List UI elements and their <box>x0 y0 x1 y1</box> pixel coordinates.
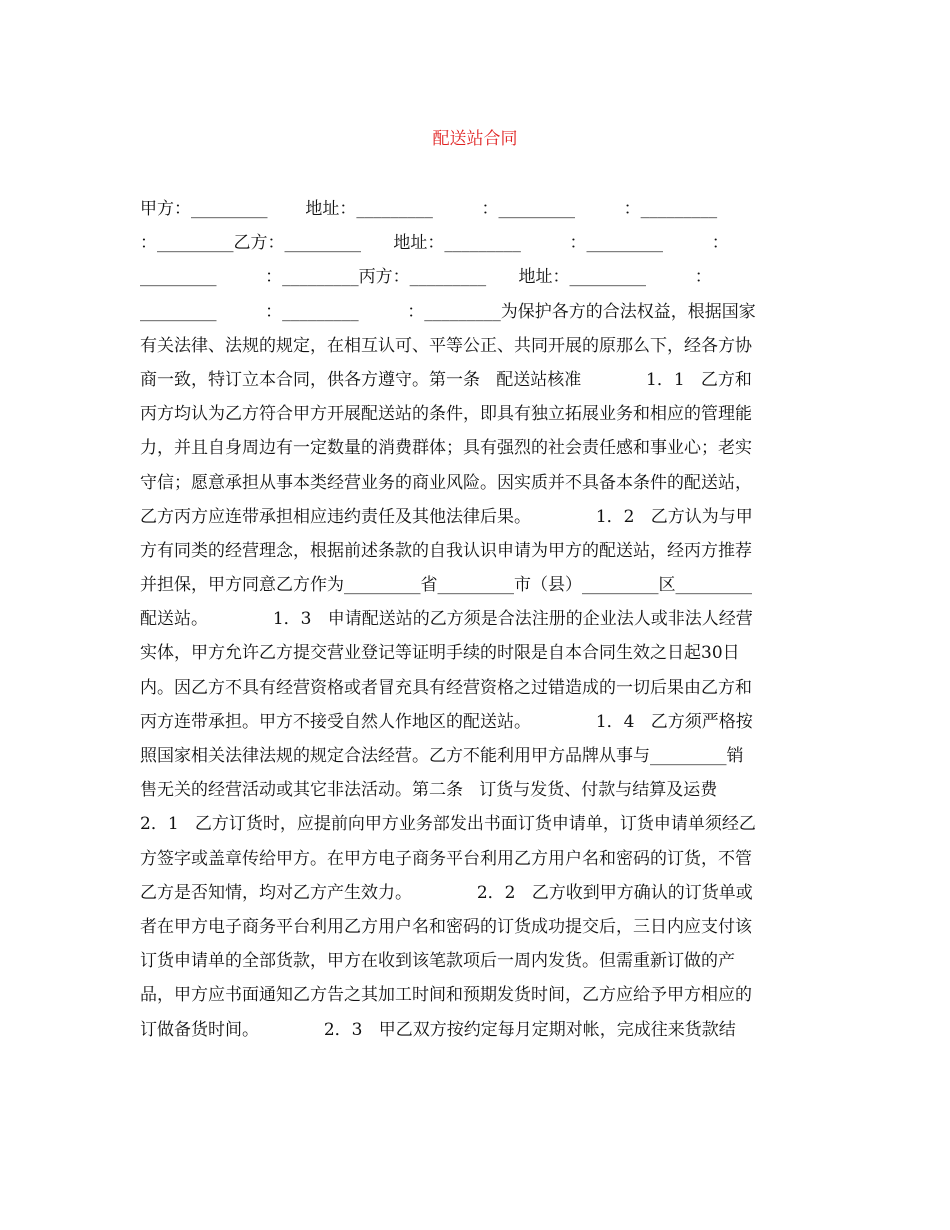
text-line: 订货申请单的全部货款，甲方在收到该笔款项后一周内发货。但需重新订做的产 <box>140 951 735 972</box>
text-line: 有关法律、法规的规定，在相互认可、平等公正、共同开展的原那么下，经各方协 <box>140 335 752 356</box>
text-line: 甲方：_________ 地址：_________ ：_________ ：_________ <box>140 199 718 219</box>
text-line: 内。因乙方不具有经营资格或者冒充具有经营资格之过错造成的一切后果由乙方和 <box>140 677 752 698</box>
text-line: 守信；愿意承担从事本类经营业务的商业风险。因实质并不具备本条件的配送站， <box>140 472 752 493</box>
text-line: 乙方是否知情，均对乙方产生效力。 2．2 乙方收到甲方确认的订货单或 <box>140 882 753 903</box>
text-line: 力，并且自身周边有一定数量的消费群体；具有强烈的社会责任感和事业心；老实 <box>140 438 752 459</box>
text-line: _________ ：_________ ：_________为保护各方的合法权益，根据国家 <box>140 301 756 322</box>
text-line: 照国家相关法律法规的规定合法经营。乙方不能利用甲方品牌从事与_________销 <box>140 746 744 766</box>
text-line: 订做备货时间。 2．3 甲乙双方按约定每月定期对帐，完成往来货款结 <box>140 1019 736 1040</box>
text-line: 2．1 乙方订货时，应提前向甲方业务部发出书面订货申请单，订货申请单须经乙 <box>140 814 756 835</box>
text-line: 并担保，甲方同意乙方作为_________省_________市（县）_________区_________ <box>140 575 752 596</box>
text-line: 售无关的经营活动或其它非法活动。第二条 订货与发货、付款与结算及运费 <box>140 780 718 801</box>
text-line: _________ ：_________丙方：_________ 地址：_________ ： <box>140 267 712 288</box>
text-line: 方签字或盖章传给甲方。在甲方电子商务平台利用乙方用户名和密码的订货，不管 <box>140 848 752 869</box>
text-line: 方有同类的经营理念，根据前述条款的自我认识申请为甲方的配送站，经丙方推荐 <box>140 540 752 561</box>
text-line: 品，甲方应书面通知乙方告之其加工时间和预期发货时间，乙方应给予甲方相应的 <box>140 985 752 1006</box>
text-line: ：_________乙方：_________ 地址：_________ ：_________ ： <box>140 233 729 254</box>
text-line: 商一致，特订立本合同，供各方遵守。第一条 配送站核准 1．1 乙方和 <box>140 369 752 390</box>
document-title: 配送站合同 <box>432 129 518 149</box>
text-line: 丙方均认为乙方符合甲方开展配送站的条件，即具有独立拓展业务和相应的管理能 <box>140 404 752 425</box>
text-line: 乙方丙方应连带承担相应违约责任及其他法律后果。 1．2 乙方认为与甲 <box>140 506 753 527</box>
text-line: 配送站。 1．3 申请配送站的乙方须是合法注册的企业法人或非法人经营 <box>140 609 753 630</box>
text-line: 实体，甲方允许乙方提交营业登记等证明手续的时限是自本合同生效之日起30日 <box>140 643 740 664</box>
contract-body <box>140 192 820 1047</box>
text-line: 者在甲方电子商务平台利用乙方用户名和密码的订货成功提交后，三日内应支付该 <box>140 916 752 937</box>
text-line: 丙方连带承担。甲方不接受自然人作地区的配送站。 1．4 乙方须严格按 <box>140 711 753 732</box>
